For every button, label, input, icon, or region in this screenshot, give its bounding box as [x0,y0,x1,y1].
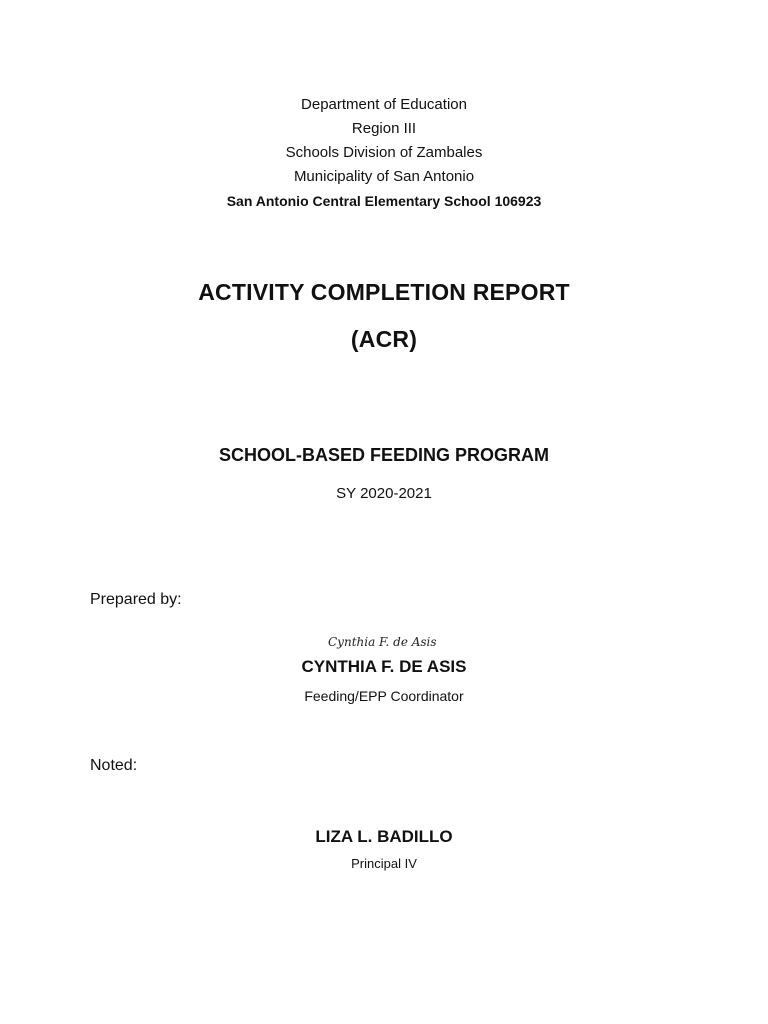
prepared-by-label: Prepared by: [90,591,182,608]
program-name: SCHOOL-BASED FEEDING PROGRAM [218,445,549,465]
preparer-position: Feeding/EPP Coordinator [304,688,464,704]
school-name: San Antonio Central Elementary School 106923 [226,193,542,209]
svg-text:Cynthia F. de Asis: Cynthia F. de Asis [328,635,437,649]
noted-label: Noted: [90,757,138,774]
department-name: Department of Education [301,96,467,113]
noter-position: Principal IV [351,856,417,871]
signature-cynthia [326,628,446,654]
region-name: Region III [351,120,417,137]
preparer-name: CYNTHIA F. DE ASIS [301,657,467,676]
division-name: Schools Division of Zambales [285,144,483,161]
report-title: ACTIVITY COMPLETION REPORT [198,279,570,305]
municipality-name: Municipality of San Antonio [293,168,475,185]
noter-name: LIZA L. BADILLO [315,827,453,846]
school-year: SY 2020-2021 [336,485,432,502]
report-acronym: (ACR) [350,326,418,352]
